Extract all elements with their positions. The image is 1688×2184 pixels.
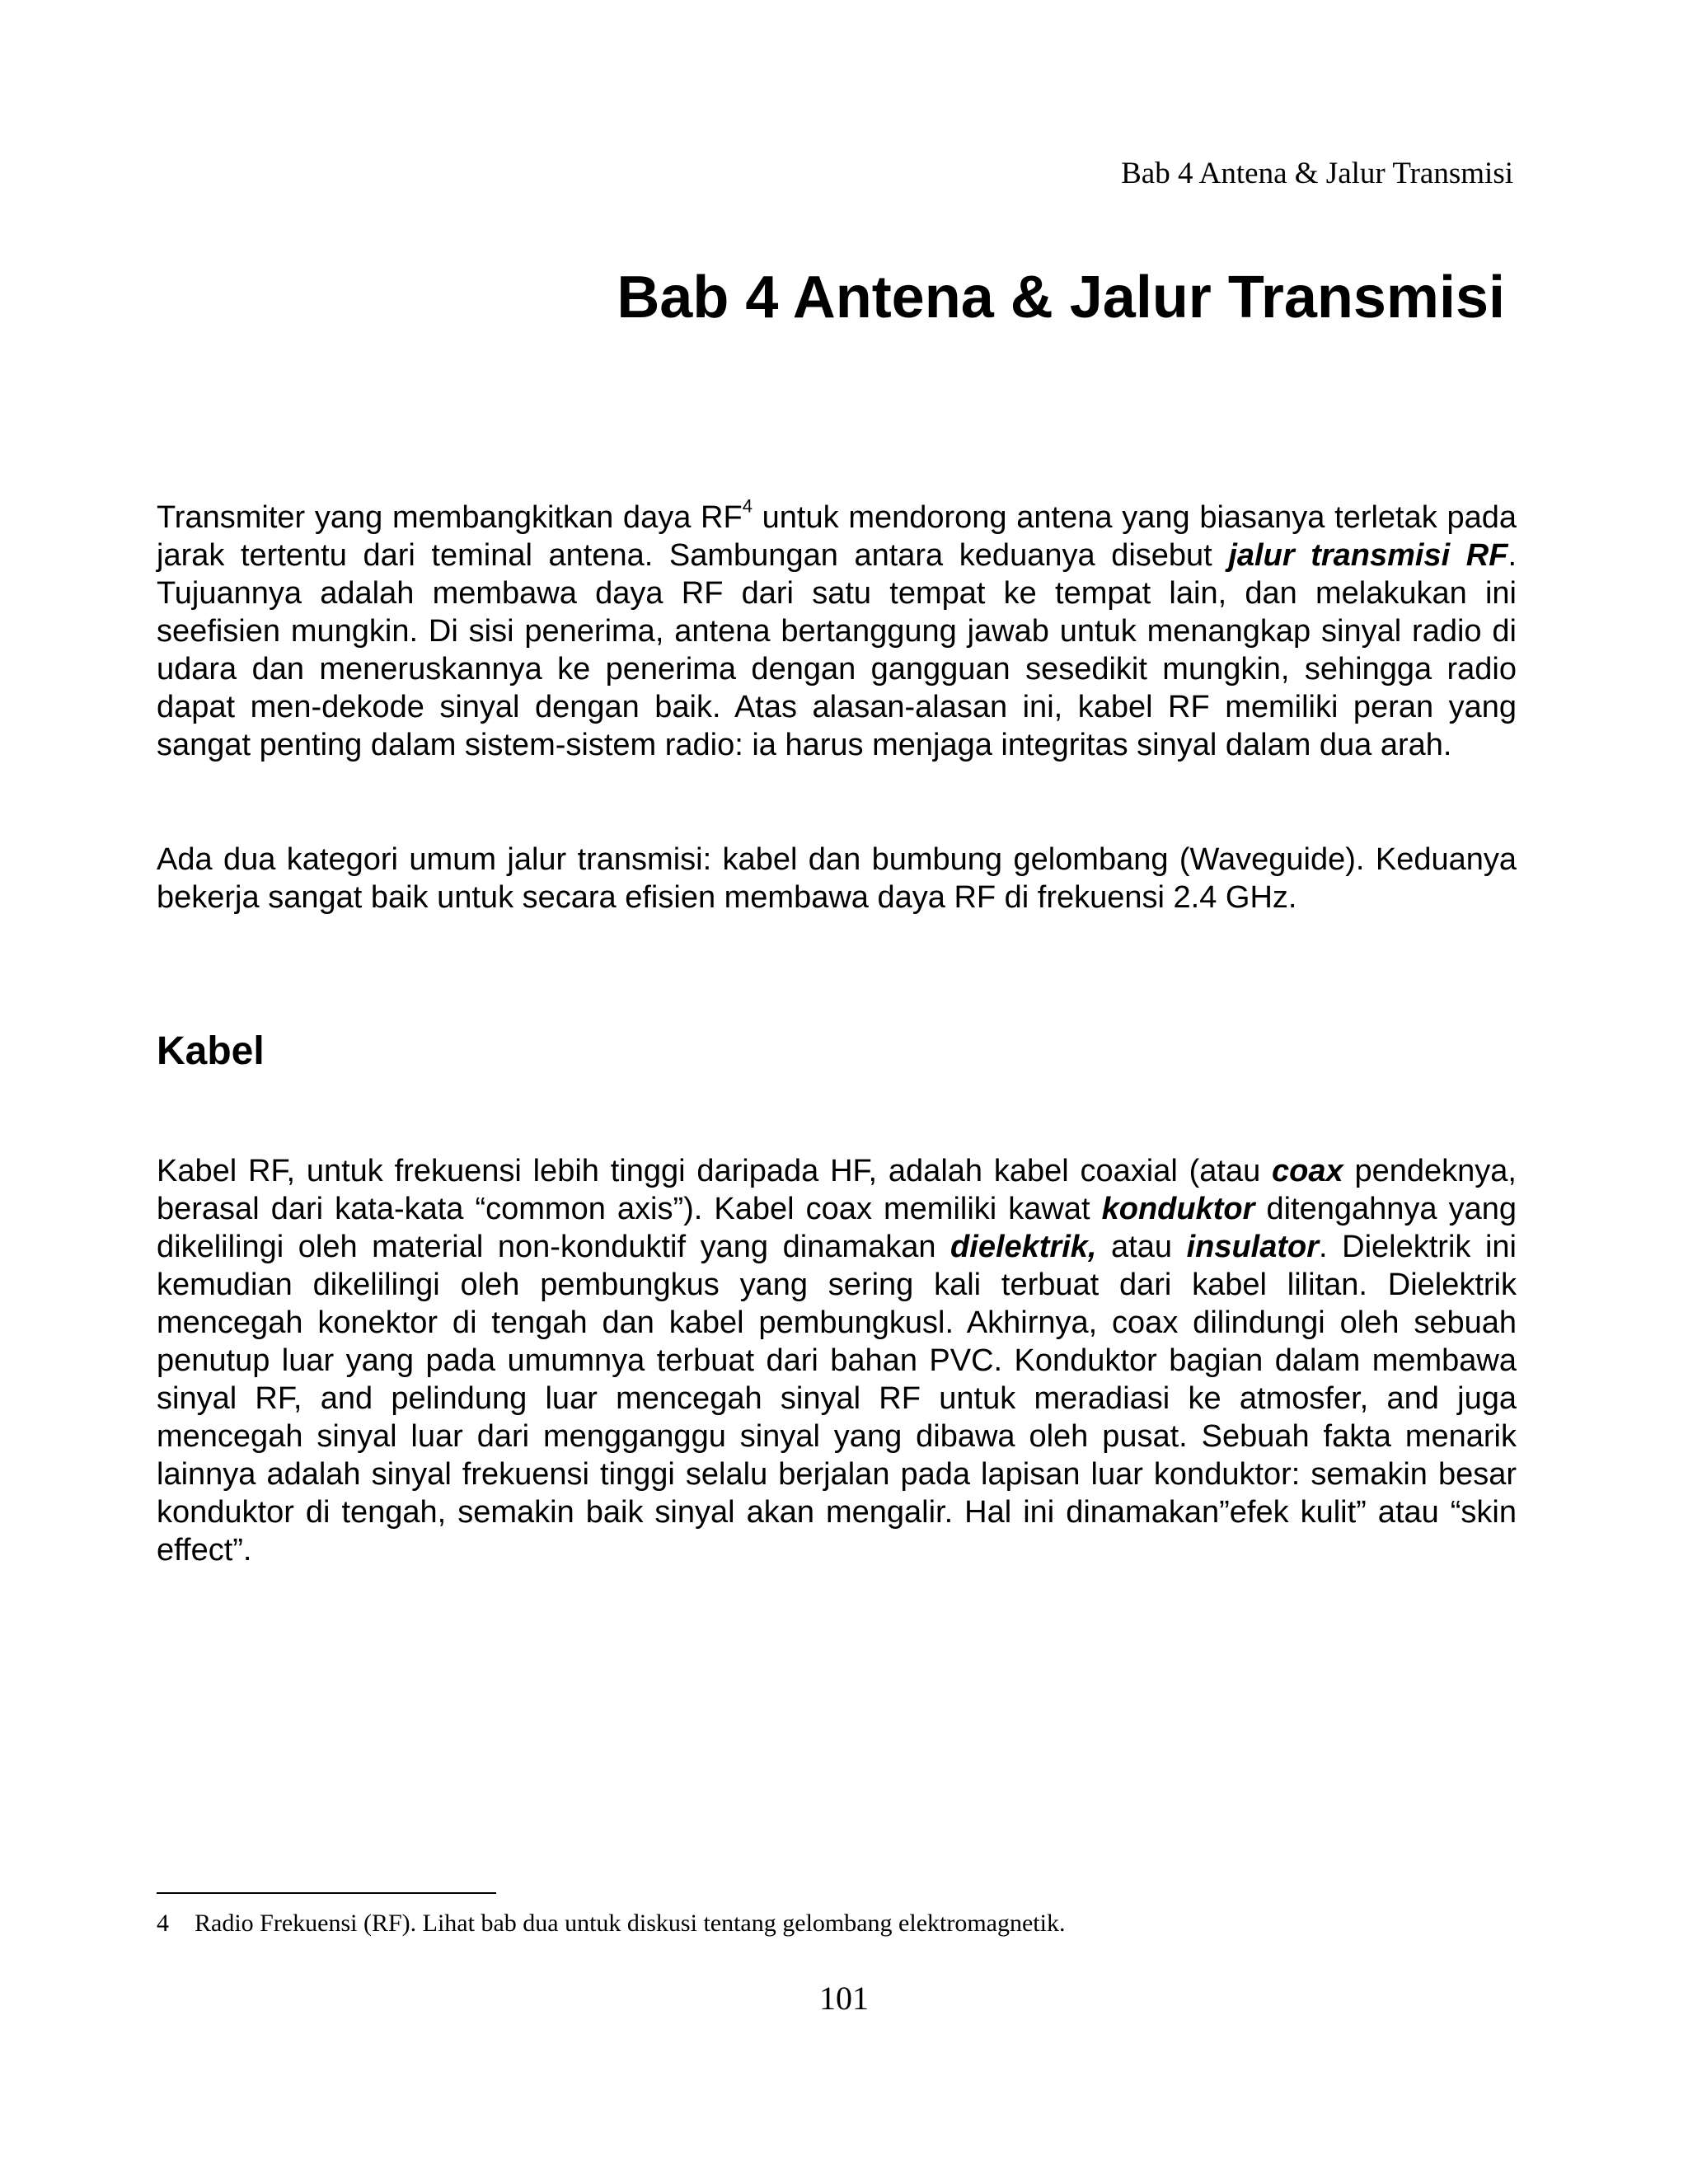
term-jalur-transmisi-rf: jalur transmisi RF [1228,538,1508,573]
kabel-text-part-3: ditengahnya yang dikelilingi oleh material non-konduktif yang dinamakan [157,1192,1517,1264]
term-insulator: insulator [1186,1230,1320,1264]
term-dielektrik: dielektrik, [950,1230,1097,1264]
footnote-text: Radio Frekuensi (RF). Lihat bab dua untuk diskusi tentang gelombang elektromagnetik. [195,1910,1066,1937]
chapter-title: Bab 4 Antena & Jalur Transmisi [617,265,1505,330]
term-coax: coax [1272,1154,1343,1188]
kabel-text-part-5: . Dielektrik ini kemudian dikelilingi oleh pembungkus yang sering kali terbuat dari kabel lilitan. Dielektrik mencegah konektor di tengah dan kabel pembungkusl. Akhirnya, coax dilindungi oleh sebuah penutup luar yang pada umumnya terbuat dari bahan PVC. Konduktor bagian dalam membawa sinyal RF, and pelindung luar mencegah sinyal RF untuk meradiasi ke atmosfer, and juga mencegah sinyal luar dari mengganggu sinyal yang dibawa oleh pusat. Sebuah fakta menarik lainnya adalah sinyal frekuensi tinggi selalu berjalan pada lapisan luar konduktor: semakin besar konduktor di tengah, semakin baik sinyal akan mengalir. Hal ini dinamakan”efek kulit” atau “skin effect”. [157,1230,1517,1568]
footnote-number: 4 [157,1910,169,1937]
kabel-paragraph [157,1152,1517,1569]
footnote [157,1908,1065,1939]
intro-paragraph [157,495,1517,764]
kabel-paragraph-text [157,1152,1517,1569]
intro-text-part-2: untuk mendorong antena yang biasanya terletak pada jarak tertentu dari teminal antena. Sambungan antara keduanya disebut [157,500,1517,573]
intro-text-part-3: . Tujuannya adalah membawa daya RF dari satu tempat ke tempat lain, dan melakukan ini seefisien mungkin. Di sisi penerima, antena bertanggung jawab untuk menangkap sinyal radio di udara dan meneruskannya ke penerima dengan gangguan sesedikit mungkin, sehingga radio dapat men-dekode sinyal dengan baik. Atas alasan-alasan ini, kabel RF memiliki peran yang sangat penting dalam sistem-sistem radio: ia harus menjaga integritas sinyal dalam dua arah. [157,538,1517,762]
kabel-text-part-4: atau [1096,1230,1187,1264]
section-heading-kabel: Kabel [157,1029,265,1073]
page-number: 101 [819,1980,869,2017]
intro-text-part-1: Transmiter yang membangkitkan daya RF [157,500,743,535]
kabel-text-part-1: Kabel RF, untuk frekuensi lebih tinggi daripada HF, adalah kabel coaxial (atau [157,1154,1273,1188]
running-header: Bab 4 Antena & Jalur Transmisi [1121,157,1513,190]
intro-paragraph-2-text: Ada dua kategori umum jalur transmisi: kabel dan bumbung gelombang (Waveguide). Keduanya bekerja sangat baik untuk secara efisien membawa daya RF di frekuensi 2.4 GHz. [157,842,1517,915]
footnote-separator [157,1892,496,1894]
kabel-text-part-2: pendeknya, berasal dari kata-kata “common axis”). Kabel coax memiliki kawat [157,1154,1517,1226]
intro-paragraph-text [157,495,1517,764]
footnote-reference: 4 [742,495,753,517]
term-konduktor: konduktor [1101,1192,1255,1226]
intro-paragraph-2 [157,841,1517,916]
